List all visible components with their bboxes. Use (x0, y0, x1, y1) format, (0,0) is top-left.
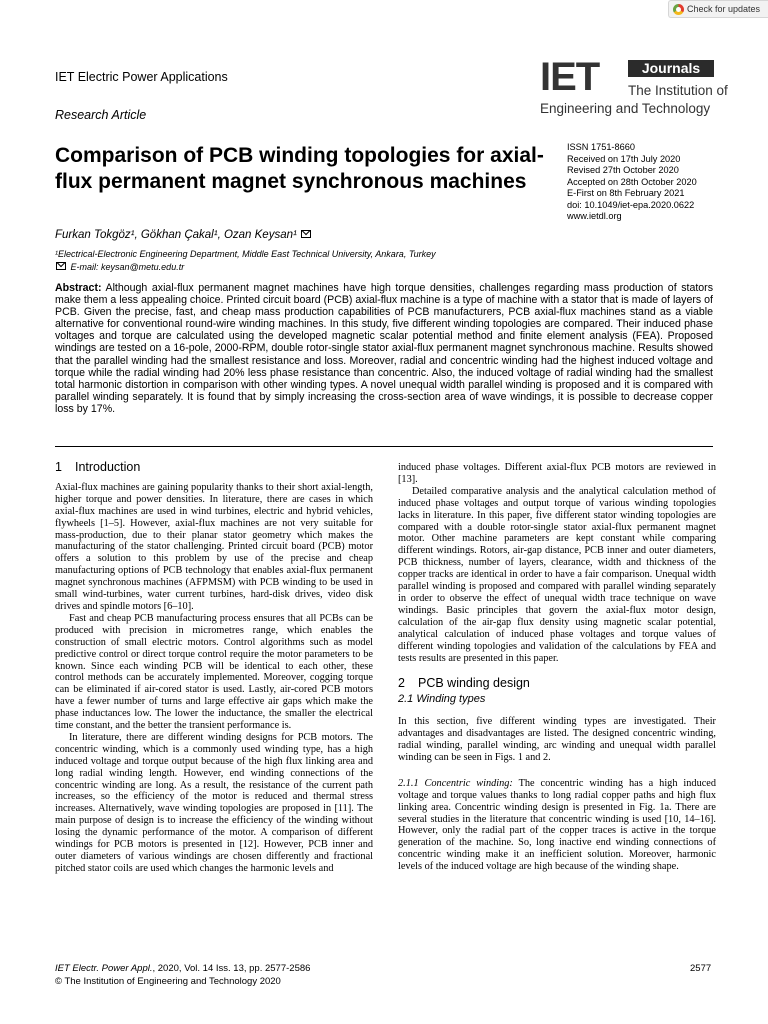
abstract-label: Abstract: (55, 282, 102, 294)
author-email-line (55, 262, 184, 272)
section-number: 1 (55, 460, 62, 474)
envelope-icon (301, 230, 311, 238)
section-heading (398, 678, 716, 690)
author-email[interactable]: E-mail: keysan@metu.edu.tr (70, 262, 185, 272)
check-for-updates-badge[interactable] (668, 0, 768, 18)
iet-logo[interactable] (540, 55, 728, 123)
footer-volume-info: , 2020, Vol. 14 Iss. 13, pp. 2577-2586 (152, 963, 311, 974)
institution-line-1: The Institution of (628, 83, 728, 98)
journals-label: Journals (628, 60, 714, 77)
journal-name: IET Electric Power Applications (55, 70, 228, 84)
institution-line-2: Engineering and Technology (540, 101, 711, 116)
iet-logo-letters: IET (540, 55, 600, 99)
intro-paragraph-1: Axial-flux machines are gaining popularity thanks to their short axial-length, higher torque and power densities. In literature, there are cases in which axial-flux machines are used in wind turbines, electric and hybrid vehicles, flywheels [1–5]. However, axial-flux machines are not very suitable for mass-production, due to their planar stator geometry which makes the manufacturing of the stator challenging. Printed circuit board (PCB) motor offers a solution to this problem by use of the precise and cheap manufacturing options of PCB technology that enables axial-flux permanent magnet synchronous machines (AFPMSM) with PCB winding to be used in small wind-turbines, water current turbines, hard-disk drives, video disk drives and spindle motors [6–10]. (55, 481, 373, 612)
section-title: Introduction (75, 460, 141, 474)
footer-journal-abbrev: IET Electr. Power Appl. (55, 963, 153, 974)
left-column (55, 462, 373, 875)
page-number: 2577 (690, 963, 712, 974)
section-heading (55, 462, 373, 474)
website-link[interactable]: www.ietdl.org (567, 211, 622, 221)
crossmark-icon (673, 4, 684, 15)
envelope-icon (56, 262, 66, 270)
section-number: 2 (398, 676, 405, 691)
intro-paragraph-3-continued: induced phase voltages. Different axial-flux PCB motors are reviewed in [13]. (398, 462, 716, 485)
article-metadata (567, 142, 697, 223)
intro-paragraph-2: Fast and cheap PCB manufacturing process ensures that all PCBs can be produced with precision in micrometres range, which enables the construction of small electric motors. Control algorithms such as model predictive control or direct torque control require the motor parameters to be known. Since each winding PCB will be identical to each other, these control methods can be accurately implemented. Moreover, cogging torque can be eliminated if air-cored stator is used. Lastly, air-cored PCB motors have a fewer number of turns and large effective air gaps which make the phase inductances low. The lower the inductance, the smaller the electrical time constant, and the better the transient performance is. (55, 612, 373, 732)
abstract-text: Although axial-flux permanent magnet machines have high torque densities, challenges regarding mass production of stators make them a less appealing choice. Printed circuit board (PCB) axial-flux machine is a type of machine with a stator that is made of layers of PCB. Given the precise, fast, and cheap mass production capabilities of PCB manufacturers, PCB axial-flux machines stand as a viable alternative for conventional round-wire winding machines. In this study, five different winding topologies are compared. Their induced phase voltages and torque are calculated using the developed magnetic scalar potential method and finite element analysis (FEA). Proposed windings are tested on a 16-pole, 2000-RPM, double rotor-single stator axial-flux permanent magnet synchronous machine. Results showed that the parallel winding had the smallest resistance and loss. Moreover, radial and concentric winding had the highest induced voltage and torque while the radial winding had 20% less phase resistance than concentric. Also, the induced voltage of radial winding had the smallest total harmonic distortion in comparison with other winding types. A novel unequal width parallel winding is proposed and it is compared with parallel winding separately. It is found that by simply increasing the cross-section area of wave windings, it is possible to decrease copper loss by 17%. (55, 282, 713, 415)
paper-title: Comparison of PCB winding topologies for axial-flux permanent magnet synchronous machines (55, 144, 544, 193)
section-title: PCB winding design (418, 676, 530, 691)
right-column (398, 462, 716, 873)
footer-citation (55, 963, 310, 974)
concentric-winding-text: The concentric winding has a high induced voltage and torque values thanks to long radial copper paths and high flux linking area. Concentric winding design is presented in Fig. 1a. There are several studies in the literature that concentric winding is used [10, 14–16]. However, only the radial part of the copper traces is active in the torque generation of the machine. So, long inactive end winding connections of concentric winding make it an inefficient solution. Moreover, harmonic levels of the induced voltage are high because of the winding shape. (398, 777, 717, 873)
affiliation: ¹Electrical-Electronic Engineering Department, Middle East Technical University, Ankara, Turkey (55, 249, 436, 259)
article-type: Research Article (55, 108, 147, 122)
revised-date: Revised 27th October 2020 (567, 165, 679, 175)
author-list (55, 229, 313, 241)
intro-paragraph-3: In literature, there are different winding designs for PCB motors. The concentric winding, which is a commonly used winding type, has a high induced voltage and torque output because of the high flux linking area and long radial winding length. However, end winding connections of the concentric winding are long. As a result, the resistance of the current path increases, so the efficiency of the motor is reduced and thermal stress increases. Alternatively, wave winding topologies are proposed in [11]. The main purpose of design is to increase the efficiency of the winding without losing the dynamic performance of the motor. A comparison of different windings for PCB motors is presented in [12]. However, PCB inner and outer diameters of various windings are chosen differently and fractional pitched stator coils are used which changes the harmonic levels and (55, 731, 373, 874)
divider (55, 446, 713, 447)
winding-types-paragraph: In this section, five different winding types are investigated. Their advantages and disadvantages are listed. The designed concentric winding, radial winding, parallel winding, arc winding and unequal width parallel winding can be seen in Figs. 1 and 2. (398, 716, 716, 763)
subsubsection-heading: 2.1.1 Concentric winding: (398, 777, 513, 789)
accepted-date: Accepted on 28th October 2020 (567, 176, 697, 187)
author-names: Furkan Tokgöz¹, Gökhan Çakal¹, Ozan Keysan¹ (55, 229, 297, 241)
received-date: Received on 17th July 2020 (567, 153, 681, 164)
check-for-updates-label: Check for updates (687, 4, 761, 14)
issn: ISSN 1751-8660 (567, 142, 635, 152)
intro-paragraph-4: Detailed comparative analysis and the analytical calculation method of induced phase voltages and output torque of various winding topologies lacks in literature. In this paper, five different stator winding topologies are compared with a double rotor-single stator axial-flux permanent magnet motor. Other machine parameters are kept constant while comparing different windings. Rotors, air-gap distance, PCB inner and outer diameters, PCB thickness, number of layers, clearance, width and thickness of the copper tracks are identical in order to have a fair comparison. Unequal width parallel winding is proposed and compared with parallel winding separately in order to observe the effect of unequal width trace technique on wave windings. Basic principles that govern the axial-flux motor design, calculation of the air-gap flux density using magnetic scalar potential, analytical calculation of induced phase voltages and torque values of different winding topologies and validation of the calculations by FEA and tests results are presented in this paper. (398, 485, 716, 664)
abstract (55, 282, 713, 415)
subsection-heading: 2.1 Winding types (398, 693, 486, 706)
doi-link[interactable]: doi: 10.1049/iet-epa.2020.0622 (567, 199, 695, 210)
efirst-date: E-First on 8th February 2021 (567, 188, 685, 198)
concentric-winding-paragraph (398, 778, 716, 873)
footer-copyright: © The Institution of Engineering and Technology 2020 (55, 976, 281, 987)
